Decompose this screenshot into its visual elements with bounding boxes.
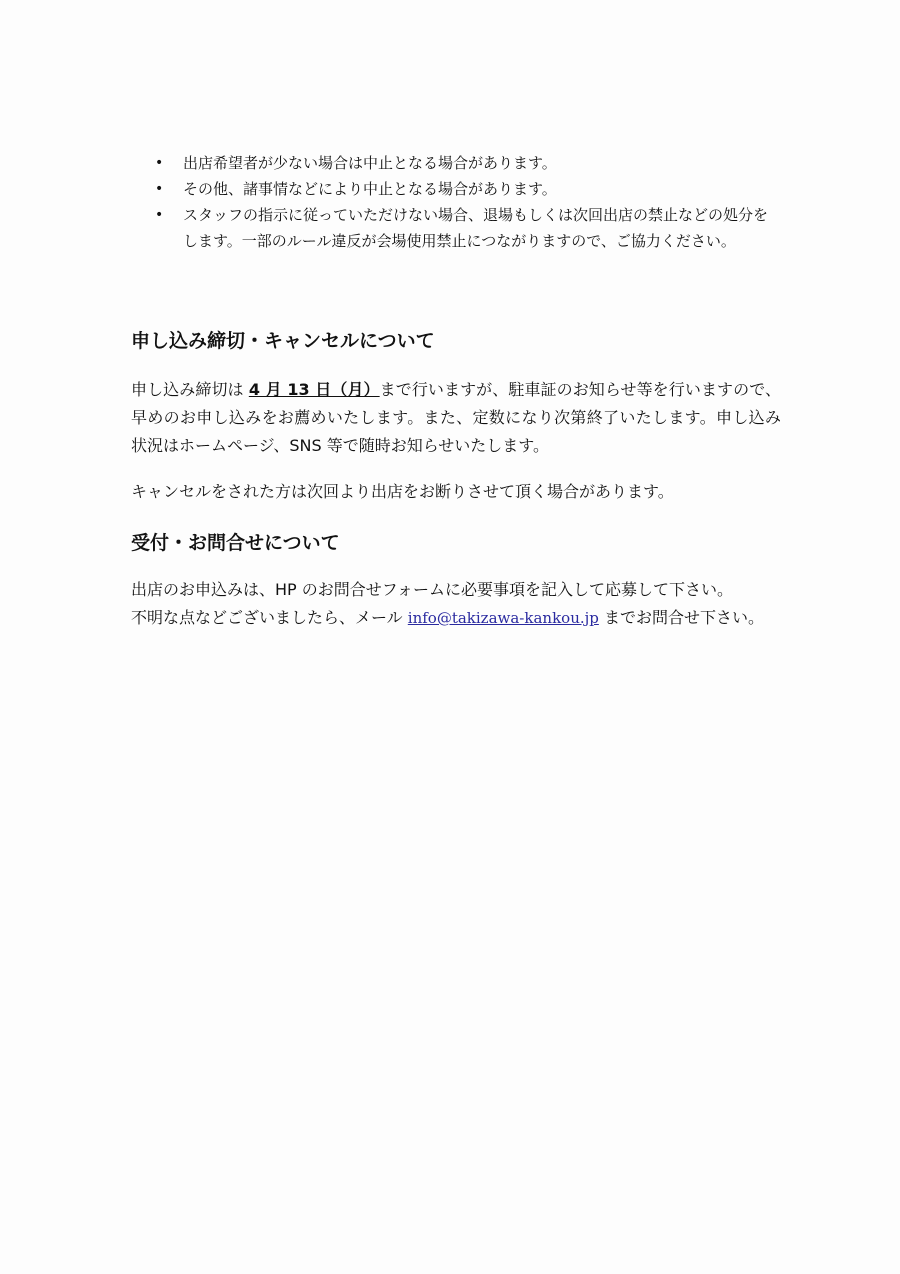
note-text: 出店希望者が少ない場合は中止となる場合があります。 xyxy=(183,154,557,172)
list-item xyxy=(131,150,781,176)
deadline-text-after: まで行いますが、駐車証のお知らせ等を行いますので、早めのお申し込みをお薦めいたします。また、定数になり次第終了いたします。申し込み状況はホームページ、SNS 等で随時お知らせいたします。 xyxy=(131,380,781,455)
deadline-text-before: 申し込み締切は xyxy=(131,380,249,399)
bullet-icon: • xyxy=(155,155,164,171)
contact-line-1: 出店のお申込みは、HP のお問合せフォームに必要事項を記入して応募して下さい。 xyxy=(131,580,733,599)
contact-paragraph xyxy=(131,576,781,632)
contact-line-2-after: までお問合せ下さい。 xyxy=(598,608,764,627)
list-item xyxy=(131,202,781,254)
notes-list xyxy=(131,150,781,254)
bullet-icon: • xyxy=(155,181,164,197)
deadline-paragraph xyxy=(131,376,781,460)
contact-line-2-before: 不明な点などございましたら、メール xyxy=(131,608,408,627)
document-content xyxy=(131,150,781,632)
note-text: スタッフの指示に従っていただけない場合、退場もしくは次回出店の禁止などの処分をします。一部のルール違反が会場使用禁止につながりますので、ご協力ください。 xyxy=(183,206,769,250)
deadline-section-title: 申し込み締切・キャンセルについて xyxy=(131,330,435,352)
cancel-paragraph: キャンセルをされた方は次回より出店をお断りさせて頂く場合があります。 xyxy=(131,482,674,501)
deadline-date: 4 月 13 日（月） xyxy=(248,380,380,399)
contact-section-title: 受付・お問合せについて xyxy=(131,532,340,554)
bullet-icon: • xyxy=(155,207,164,223)
email-link[interactable]: info@takizawa-kankou.jp xyxy=(407,609,599,627)
list-item xyxy=(131,176,781,202)
note-text: その他、諸事情などにより中止となる場合があります。 xyxy=(183,180,557,198)
